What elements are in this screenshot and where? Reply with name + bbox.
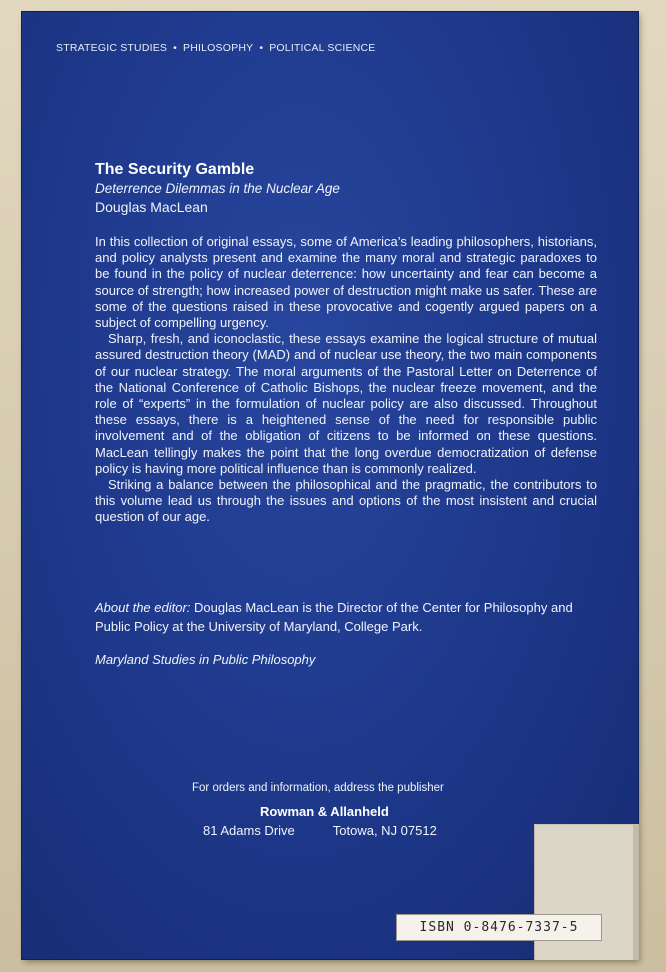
about-editor [95, 598, 597, 636]
book-author: Douglas MacLean [95, 199, 208, 215]
book-subtitle: Deterrence Dilemmas in the Nuclear Age [95, 181, 340, 196]
category-strategic-studies: STRATEGIC STUDIES [56, 42, 168, 54]
pocket-edge [633, 825, 639, 960]
category-philosophy: PHILOSOPHY [183, 42, 254, 54]
orders-note: For orders and information, address the publisher [192, 782, 444, 794]
about-editor-text: Douglas MacLean is the Director of the Center for Philosophy and Public Policy at the University of Maryland, College Park. [95, 600, 573, 634]
about-editor-lead: About the editor: [95, 600, 191, 615]
subject-categories [56, 42, 376, 54]
bullet-separator: • [259, 42, 264, 54]
isbn-label: ISBN 0-8476-7337-5 [396, 914, 602, 941]
category-political-science: POLITICAL SCIENCE [269, 42, 376, 54]
book-title: The Security Gamble [95, 161, 255, 178]
publisher-name: Rowman & Allanheld [260, 804, 389, 819]
series-name: Maryland Studies in Public Philosophy [95, 652, 316, 667]
bullet-separator: • [173, 42, 178, 54]
blurb-paragraph: In this collection of original essays, some of America’s leading philosophers, historians, and policy analysts present and examine the many moral and strategic paradoxes to be found in the policy of nuclear deterrence: how uncertainty and fear can become a source of strength; how increased power of destruction might make us safer. These are some of the questions raised in these provocative and cogently argued papers on a subject of compelling urgency. [95, 234, 597, 331]
blurb-paragraph: Striking a balance between the philosophical and the pragmatic, the contributors to this volume lead us through the issues and options of the most insistent and crucial question of our age. [95, 477, 597, 525]
blurb-paragraph: Sharp, fresh, and iconoclastic, these essays examine the logical structure of mutual assured destruction theory (MAD) and of nuclear use theory, the two main components of our nuclear strategy. The moral arguments of the Pastoral Letter on Deterrence of the National Conference of Catholic Bishops, the nuclear freeze movement, and the role of “experts” in the formulation of nuclear policy are also discussed. Throughout these essays, there is a heightened sense of the need for responsible public involvement and of the obligation of citizens to be informed on these questions. MacLean tellingly makes the point that the long overdue democratization of defense policy is having more political influence than is commonly realized. [95, 331, 597, 476]
address-city: Totowa, NJ 07512 [332, 823, 437, 838]
address-street: 81 Adams Drive [203, 823, 295, 838]
book-back-cover [22, 12, 638, 959]
publisher-address [203, 823, 437, 838]
blurb [95, 234, 597, 526]
